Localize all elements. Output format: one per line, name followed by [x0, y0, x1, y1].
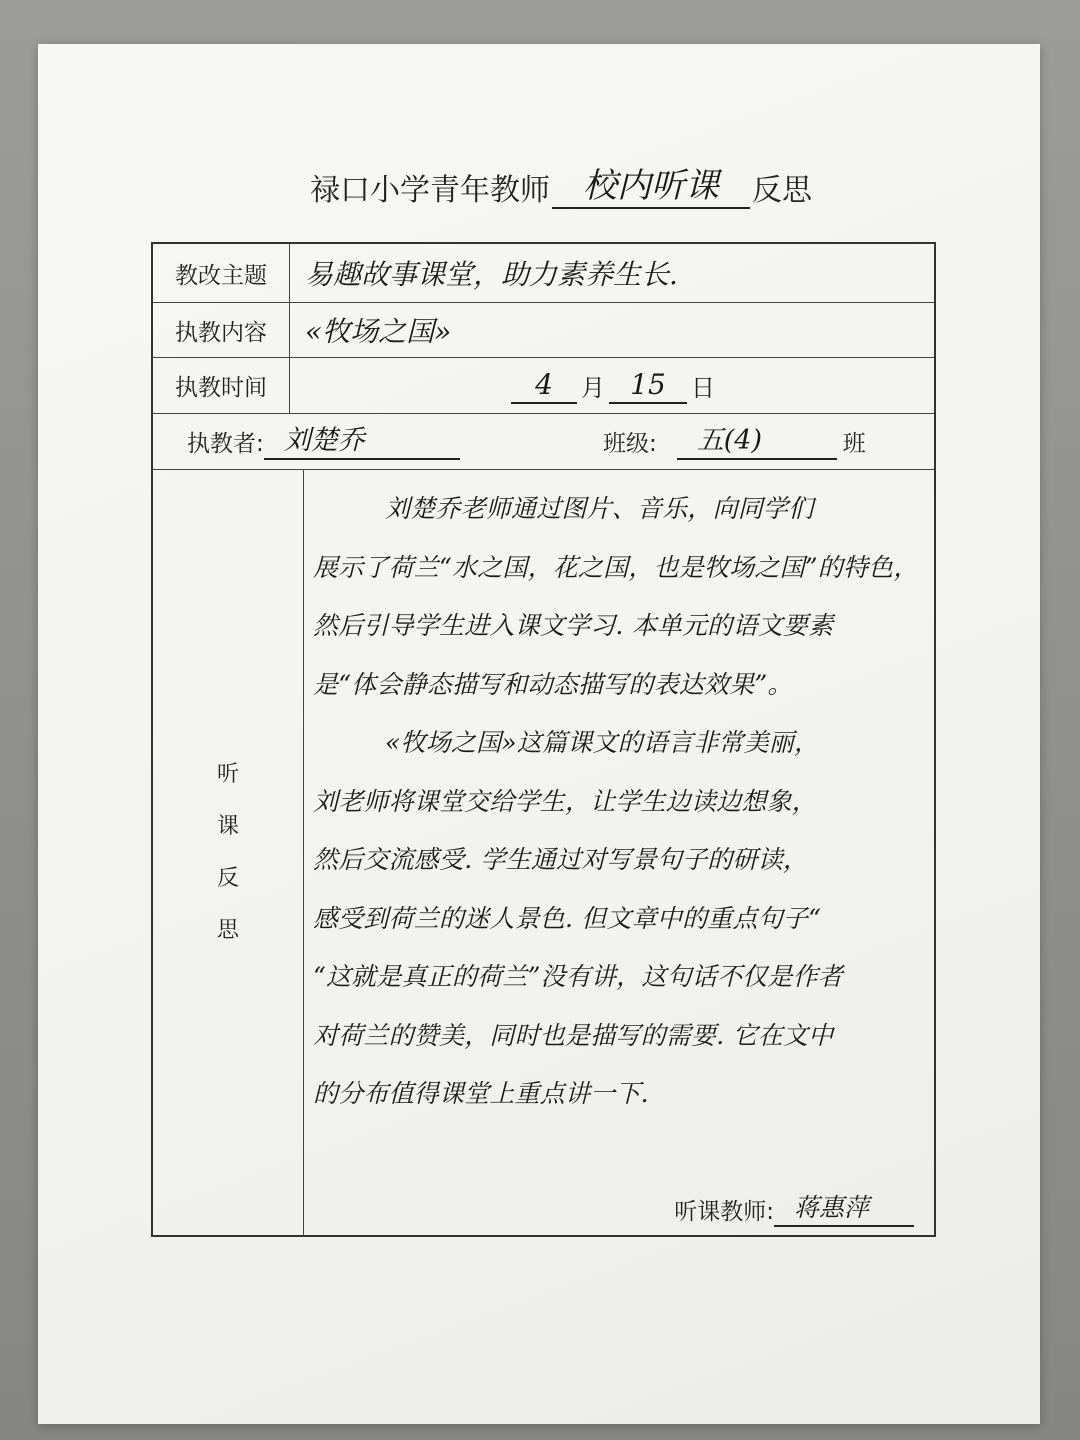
reflection-line: 感受到荷兰的迷人景色. 但文章中的重点句子“: [313, 903, 822, 933]
content-label: 执教内容: [153, 303, 290, 357]
reflection-label: [153, 470, 304, 1235]
day-value: 15: [609, 368, 687, 404]
day-unit: 日: [691, 374, 715, 402]
observer-field: [674, 1191, 914, 1227]
reflection-line: «牧场之国»这篇课文的语言非常美丽，: [385, 728, 820, 757]
form-title: [310, 165, 812, 209]
teacher-label: 执教者:: [187, 431, 264, 457]
reflection-line: “这就是真正的荷兰”没有讲，这句话不仅是作者: [313, 962, 843, 991]
reflection-form-table: [151, 242, 936, 1237]
content-value: «牧场之国»: [305, 315, 452, 348]
reflection-label-char-3: 反: [216, 865, 239, 891]
time-label: 执教时间: [153, 358, 290, 413]
time-row: [153, 358, 934, 414]
title-suffix: 反思: [752, 173, 812, 208]
month-unit: 月: [581, 374, 605, 402]
reflection-line: 然后引导学生进入课文学习. 本单元的语文要素: [313, 611, 834, 640]
title-blank: [552, 167, 750, 209]
class-unit: 班: [842, 431, 866, 457]
time-value: [289, 358, 934, 413]
reflection-line: 展示了荷兰“水之国，花之国，也是牧场之国”的特色，: [313, 552, 919, 582]
reflection-line: 然后交流感受. 学生通过对写景句子的研读，: [313, 845, 809, 874]
reflection-label-char-4: 思: [216, 917, 239, 943]
theme-label: 教改主题: [153, 244, 290, 302]
reflection-line: 刘老师将课堂交给学生，让学生边读边想象，: [313, 786, 818, 816]
reflection-text: [313, 480, 922, 1124]
reflection-section: [153, 470, 934, 1235]
class-field: [603, 414, 866, 469]
class-value: 五(4): [677, 424, 837, 460]
reflection-line: 对荷兰的赞美，同时也是描写的需要. 它在文中: [313, 1020, 834, 1050]
teacher-value: 刘楚乔: [264, 424, 460, 460]
reflection-label-char-1: 听: [216, 761, 239, 787]
month-value: 4: [511, 368, 577, 404]
title-fill: 校内听课: [583, 166, 719, 206]
teacher-field: [187, 414, 460, 469]
reflection-line: 的分布值得课堂上重点讲一下.: [313, 1079, 649, 1108]
theme-value: 易趣故事课堂，助力素养生长.: [305, 258, 678, 291]
teacher-row: [153, 414, 934, 470]
content-row: [153, 303, 934, 358]
observer-label: 听课教师:: [674, 1198, 774, 1225]
title-prefix: 禄口小学青年教师: [310, 173, 550, 208]
reflection-line: 刘楚乔老师通过图片、音乐，向同学们: [385, 494, 814, 523]
theme-row: [153, 244, 934, 303]
reflection-label-char-2: 课: [216, 813, 239, 839]
observer-signature: 蒋惠萍: [774, 1191, 914, 1227]
reflection-line: 是“体会静态描写和动态描写的表达效果”。: [313, 669, 793, 699]
class-label: 班级:: [603, 431, 657, 457]
